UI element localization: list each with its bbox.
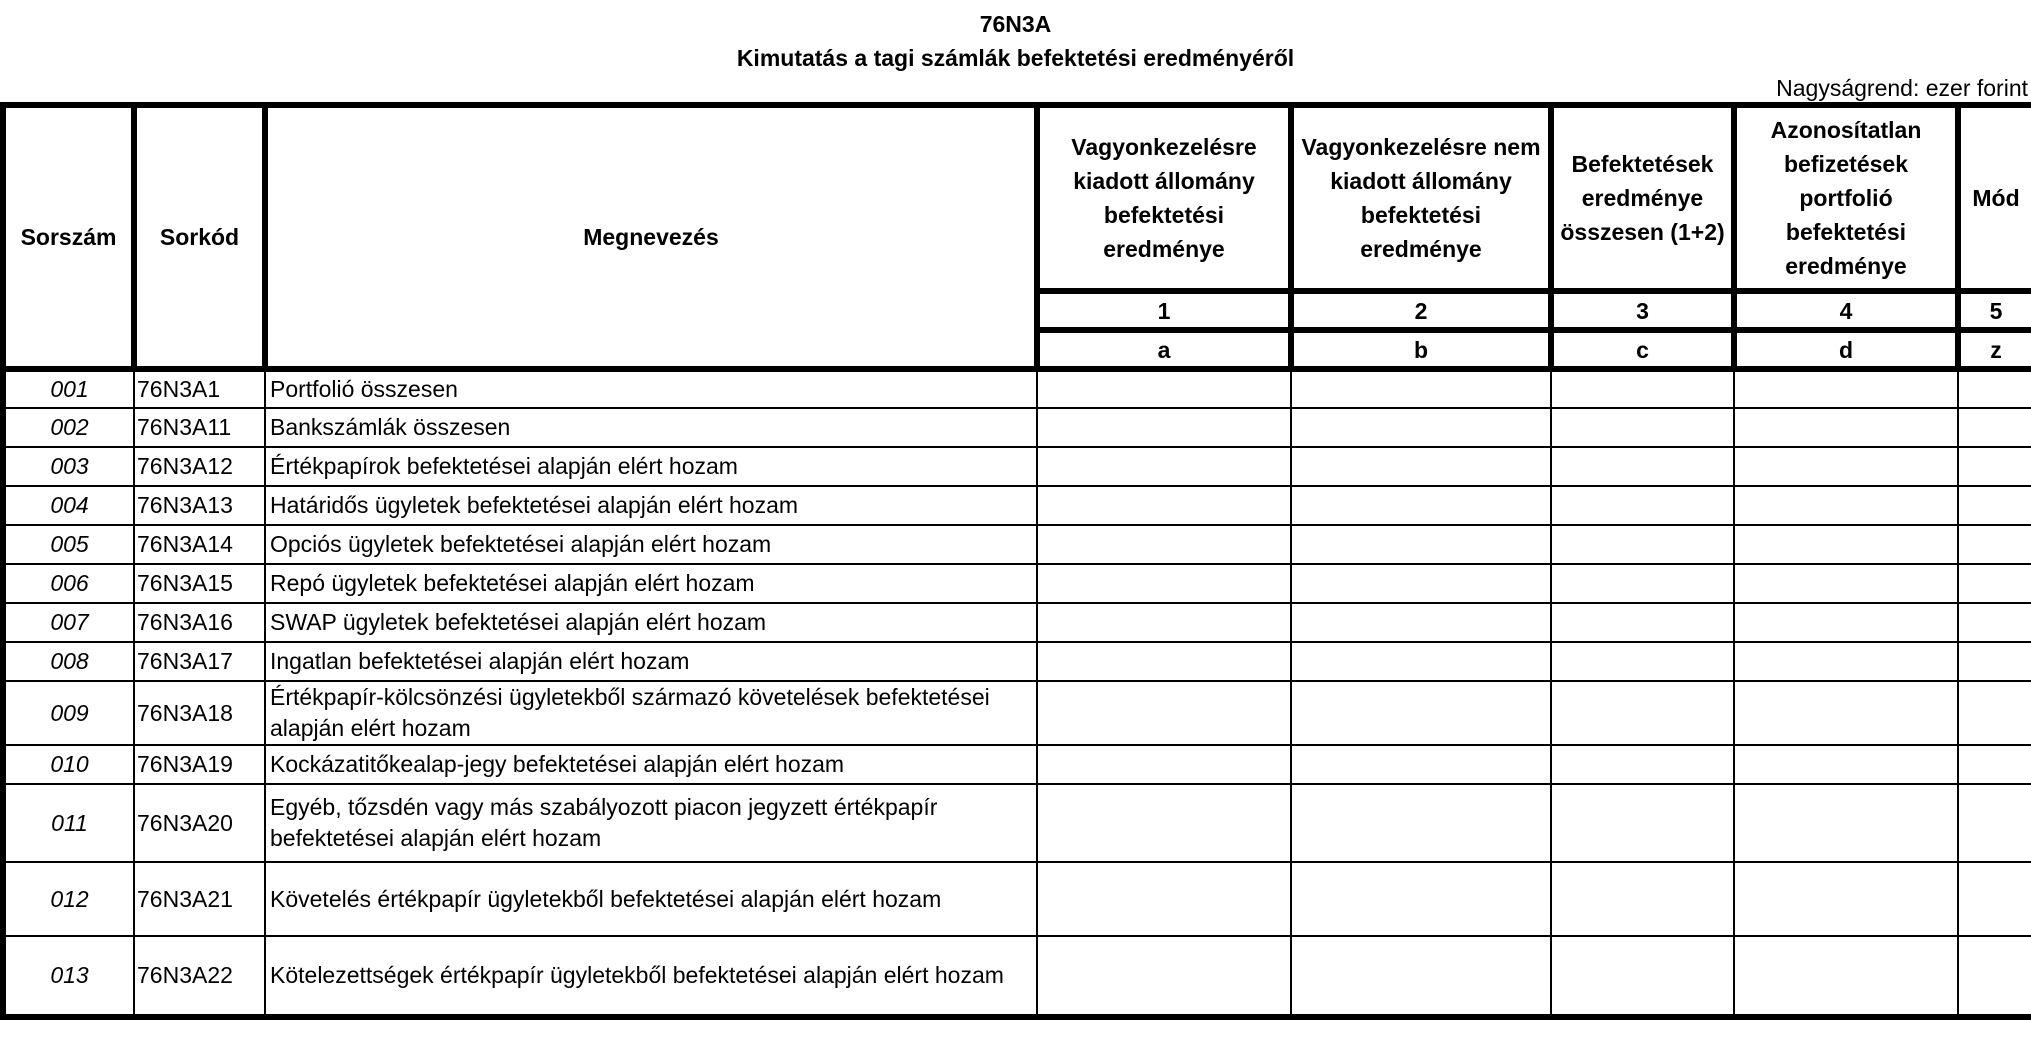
value-cell-col-4[interactable]: [1734, 642, 1958, 681]
value-cell-col-5[interactable]: [1958, 486, 2031, 525]
table-row: [3, 784, 2031, 862]
row-name: Egyéb, tőzsdén vagy más szabályozott piacon jegyzett értékpapír befektetései alapján elért hozam: [265, 784, 1037, 862]
value-cell-col-1[interactable]: [1037, 408, 1291, 447]
value-cell-col-5[interactable]: [1958, 408, 2031, 447]
row-code: 76N3A17: [134, 642, 265, 681]
value-cell-col-3[interactable]: [1551, 603, 1734, 642]
row-code: 76N3A18: [134, 681, 265, 745]
col-number: 5: [1958, 291, 2031, 330]
header-sorkod: Sorkód: [134, 105, 265, 369]
row-code: 76N3A14: [134, 525, 265, 564]
value-cell-col-2[interactable]: [1291, 936, 1551, 1017]
row-name: Repó ügyletek befektetései alapján elért hozam: [265, 564, 1037, 603]
value-cell-col-1[interactable]: [1037, 936, 1291, 1017]
value-cell-col-1[interactable]: [1037, 642, 1291, 681]
value-cell-col-5[interactable]: [1958, 681, 2031, 745]
header-col-4: Azonosítatlan befizetések portfolió befektetési eredménye: [1734, 105, 1958, 291]
value-cell-col-4[interactable]: [1734, 784, 1958, 862]
table-row: [3, 369, 2031, 408]
value-cell-col-2[interactable]: [1291, 525, 1551, 564]
value-cell-col-5[interactable]: [1958, 525, 2031, 564]
row-number: 010: [3, 745, 134, 784]
value-cell-col-5[interactable]: [1958, 936, 2031, 1017]
table-row: [3, 486, 2031, 525]
row-name: Ingatlan befektetései alapján elért hozam: [265, 642, 1037, 681]
value-cell-col-3[interactable]: [1551, 525, 1734, 564]
col-letter: d: [1734, 330, 1958, 369]
value-cell-col-2[interactable]: [1291, 642, 1551, 681]
col-letter: z: [1958, 330, 2031, 369]
value-cell-col-1[interactable]: [1037, 525, 1291, 564]
row-code: 76N3A16: [134, 603, 265, 642]
row-name: Követelés értékpapír ügyletekből befektetései alapján elért hozam: [265, 862, 1037, 936]
value-cell-col-2[interactable]: [1291, 408, 1551, 447]
value-cell-col-4[interactable]: [1734, 603, 1958, 642]
table-body: [3, 369, 2031, 1017]
value-cell-col-2[interactable]: [1291, 564, 1551, 603]
value-cell-col-2[interactable]: [1291, 486, 1551, 525]
table-row: [3, 603, 2031, 642]
value-cell-col-1[interactable]: [1037, 369, 1291, 408]
value-cell-col-2[interactable]: [1291, 862, 1551, 936]
value-cell-col-5[interactable]: [1958, 564, 2031, 603]
value-cell-col-4[interactable]: [1734, 862, 1958, 936]
value-cell-col-3[interactable]: [1551, 784, 1734, 862]
value-cell-col-1[interactable]: [1037, 681, 1291, 745]
col-number: 3: [1551, 291, 1734, 330]
value-cell-col-4[interactable]: [1734, 525, 1958, 564]
value-cell-col-5[interactable]: [1958, 447, 2031, 486]
value-cell-col-4[interactable]: [1734, 447, 1958, 486]
row-code: 76N3A11: [134, 408, 265, 447]
col-letter: c: [1551, 330, 1734, 369]
row-code: 76N3A21: [134, 862, 265, 936]
value-cell-col-4[interactable]: [1734, 486, 1958, 525]
value-cell-col-3[interactable]: [1551, 936, 1734, 1017]
row-number: 002: [3, 408, 134, 447]
header-col-2: Vagyonkezelésre nem kiadott állomány befektetési eredménye: [1291, 105, 1551, 291]
value-cell-col-4[interactable]: [1734, 745, 1958, 784]
table-row: [3, 642, 2031, 681]
row-number: 001: [3, 369, 134, 408]
value-cell-col-4[interactable]: [1734, 369, 1958, 408]
row-code: 76N3A19: [134, 745, 265, 784]
header-col-3: Befektetések eredménye összesen (1+2): [1551, 105, 1734, 291]
value-cell-col-4[interactable]: [1734, 681, 1958, 745]
row-number: 005: [3, 525, 134, 564]
value-cell-col-4[interactable]: [1734, 408, 1958, 447]
value-cell-col-1[interactable]: [1037, 603, 1291, 642]
report-title: Kimutatás a tagi számlák befektetési eredményéről: [736, 45, 1295, 71]
value-cell-col-2[interactable]: [1291, 603, 1551, 642]
col-number: 4: [1734, 291, 1958, 330]
row-number: 006: [3, 564, 134, 603]
table-row: [3, 447, 2031, 486]
table-row: [3, 936, 2031, 1017]
value-cell-col-3[interactable]: [1551, 642, 1734, 681]
value-cell-col-5[interactable]: [1958, 862, 2031, 936]
row-code: 76N3A15: [134, 564, 265, 603]
value-cell-col-5[interactable]: [1958, 369, 2031, 408]
row-code: 76N3A20: [134, 784, 265, 862]
row-number: 012: [3, 862, 134, 936]
value-cell-col-1[interactable]: [1037, 564, 1291, 603]
value-cell-col-3[interactable]: [1551, 862, 1734, 936]
row-code: 76N3A12: [134, 447, 265, 486]
table-row: [3, 564, 2031, 603]
value-cell-col-3[interactable]: [1551, 408, 1734, 447]
table-row: [3, 862, 2031, 936]
value-cell-col-2[interactable]: [1291, 681, 1551, 745]
value-cell-col-2[interactable]: [1291, 745, 1551, 784]
table-row: [3, 745, 2031, 784]
value-cell-col-3[interactable]: [1551, 564, 1734, 603]
table-row: [3, 525, 2031, 564]
row-name: Határidős ügyletek befektetései alapján elért hozam: [265, 486, 1037, 525]
value-cell-col-3[interactable]: [1551, 486, 1734, 525]
row-number: 013: [3, 936, 134, 1017]
value-cell-col-3[interactable]: [1551, 447, 1734, 486]
col-letter: a: [1037, 330, 1291, 369]
report-code: 76N3A: [979, 11, 1052, 37]
col-number: 1: [1037, 291, 1291, 330]
row-name: Portfolió összesen: [265, 369, 1037, 408]
row-number: 011: [3, 784, 134, 862]
value-cell-col-1[interactable]: [1037, 486, 1291, 525]
col-number: 2: [1291, 291, 1551, 330]
row-number: 004: [3, 486, 134, 525]
row-name: Értékpapírok befektetései alapján elért hozam: [265, 447, 1037, 486]
header-col-1: Vagyonkezelésre kiadott állomány befektetési eredménye: [1037, 105, 1291, 291]
value-cell-col-4[interactable]: [1734, 936, 1958, 1017]
row-code: 76N3A13: [134, 486, 265, 525]
row-number: 009: [3, 681, 134, 745]
value-cell-col-3[interactable]: [1551, 369, 1734, 408]
row-code: 76N3A22: [134, 936, 265, 1017]
value-cell-col-2[interactable]: [1291, 447, 1551, 486]
value-cell-col-5[interactable]: [1958, 642, 2031, 681]
report-table: [0, 102, 2031, 1020]
col-letter: b: [1291, 330, 1551, 369]
header-megnevezes: Megnevezés: [265, 105, 1037, 369]
table-row: [3, 408, 2031, 447]
value-cell-col-5[interactable]: [1958, 603, 2031, 642]
value-cell-col-3[interactable]: [1551, 681, 1734, 745]
row-code: 76N3A1: [134, 369, 265, 408]
value-cell-col-1[interactable]: [1037, 447, 1291, 486]
value-cell-col-2[interactable]: [1291, 369, 1551, 408]
row-name: SWAP ügyletek befektetései alapján elért hozam: [265, 603, 1037, 642]
value-cell-col-5[interactable]: [1958, 745, 2031, 784]
row-number: 003: [3, 447, 134, 486]
value-cell-col-1[interactable]: [1037, 745, 1291, 784]
row-name: Kockázatitőkealap-jegy befektetései alapján elért hozam: [265, 745, 1037, 784]
value-cell-col-5[interactable]: [1958, 784, 2031, 862]
row-number: 007: [3, 603, 134, 642]
header-col-5: Mód: [1958, 105, 2031, 291]
value-cell-col-4[interactable]: [1734, 564, 1958, 603]
table-row: [3, 681, 2031, 745]
value-cell-col-3[interactable]: [1551, 745, 1734, 784]
value-cell-col-2[interactable]: [1291, 784, 1551, 862]
row-name: Opciós ügyletek befektetései alapján elért hozam: [265, 525, 1037, 564]
row-number: 008: [3, 642, 134, 681]
row-name: Értékpapír-kölcsönzési ügyletekből származó követelések befektetései alapján elért hozam: [265, 681, 1037, 745]
row-name: Kötelezettségek értékpapír ügyletekből befektetései alapján elért hozam: [265, 936, 1037, 1017]
unit-label: Nagyságrend: ezer forint: [1776, 75, 2028, 101]
header-sorszam: Sorszám: [3, 105, 134, 369]
value-cell-col-1[interactable]: [1037, 862, 1291, 936]
value-cell-col-1[interactable]: [1037, 784, 1291, 862]
row-name: Bankszámlák összesen: [265, 408, 1037, 447]
